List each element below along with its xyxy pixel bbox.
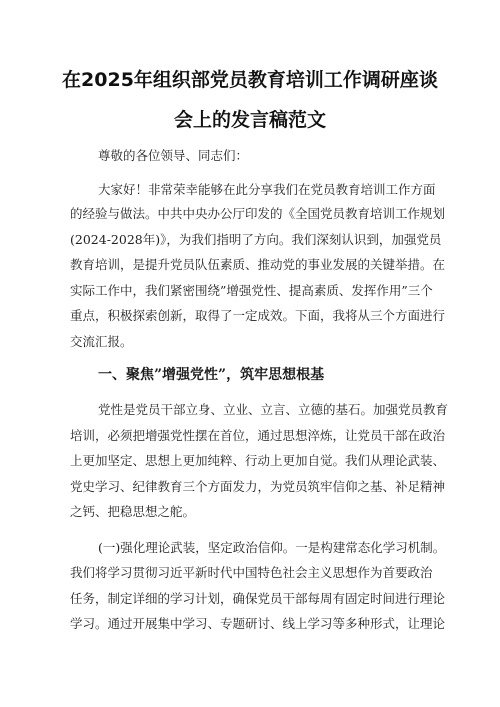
section-paragraph-line: 培训，必须把增强党性摆在首位，通过思想淬炼，让党员干部在政治 xyxy=(70,428,446,443)
section-heading: 一、聚焦”增强党性”，筑牢思想根基 xyxy=(98,367,325,383)
section-paragraph-line: 之钙、把稳思想之舵。 xyxy=(70,504,196,519)
section-paragraph-line: 党史学习、纪律教育三个方面发力，为党员筑牢信仰之基、补足精神 xyxy=(70,479,446,494)
document-title-line-1: 在2025年组织部党员教育培训工作调研座谈 xyxy=(62,69,438,91)
subsection-line: (一)强化理论武装，坚定政治信仰。一是构建常态化学习机制。 xyxy=(98,540,446,555)
intro-line: 的经验与做法。中共中央办公厅印发的《全国党员教育培训工作规划 xyxy=(70,206,446,221)
section-paragraph-line: 上更加坚定、思想上更加纯粹、行动上更加自觉。我们从理论武装、 xyxy=(70,453,446,468)
salutation: 尊敬的各位领导、同志们： xyxy=(98,148,249,163)
document-title-line-2: 会上的发言稿范文 xyxy=(173,109,326,131)
intro-line: 实际工作中，我们紧密围绕”增强党性、提高素质、发挥作用”三个 xyxy=(70,283,433,298)
intro-line: 重点，积极探索创新，取得了一定成效。下面，我将从三个方面进行 xyxy=(70,308,446,323)
intro-line: 教育培训，是提升党员队伍素质、推动党的事业发展的关键举措。在 xyxy=(70,257,446,272)
intro-line: (2024-2028年)》，为我们指明了方向。我们深刻认识到，加强党员 xyxy=(70,232,442,247)
subsection-line: 学习。通过开展集中学习、专题研讨、线上学习等多种形式，让理论 xyxy=(70,616,446,631)
intro-line: 交流汇报。 xyxy=(70,334,133,349)
section-paragraph-line: 党性是党员干部立身、立业、立言、立德的基石。加强党员教育 xyxy=(98,402,449,417)
intro-line: 大家好！非常荣幸能够在此分享我们在党员教育培训工作方面 xyxy=(98,182,436,197)
subsection-line: 我们将学习贯彻习近平新时代中国特色社会主义思想作为首要政治 xyxy=(70,565,433,580)
subsection-line: 任务，制定详细的学习计划，确保党员干部每周有固定时间进行理论 xyxy=(70,591,446,606)
